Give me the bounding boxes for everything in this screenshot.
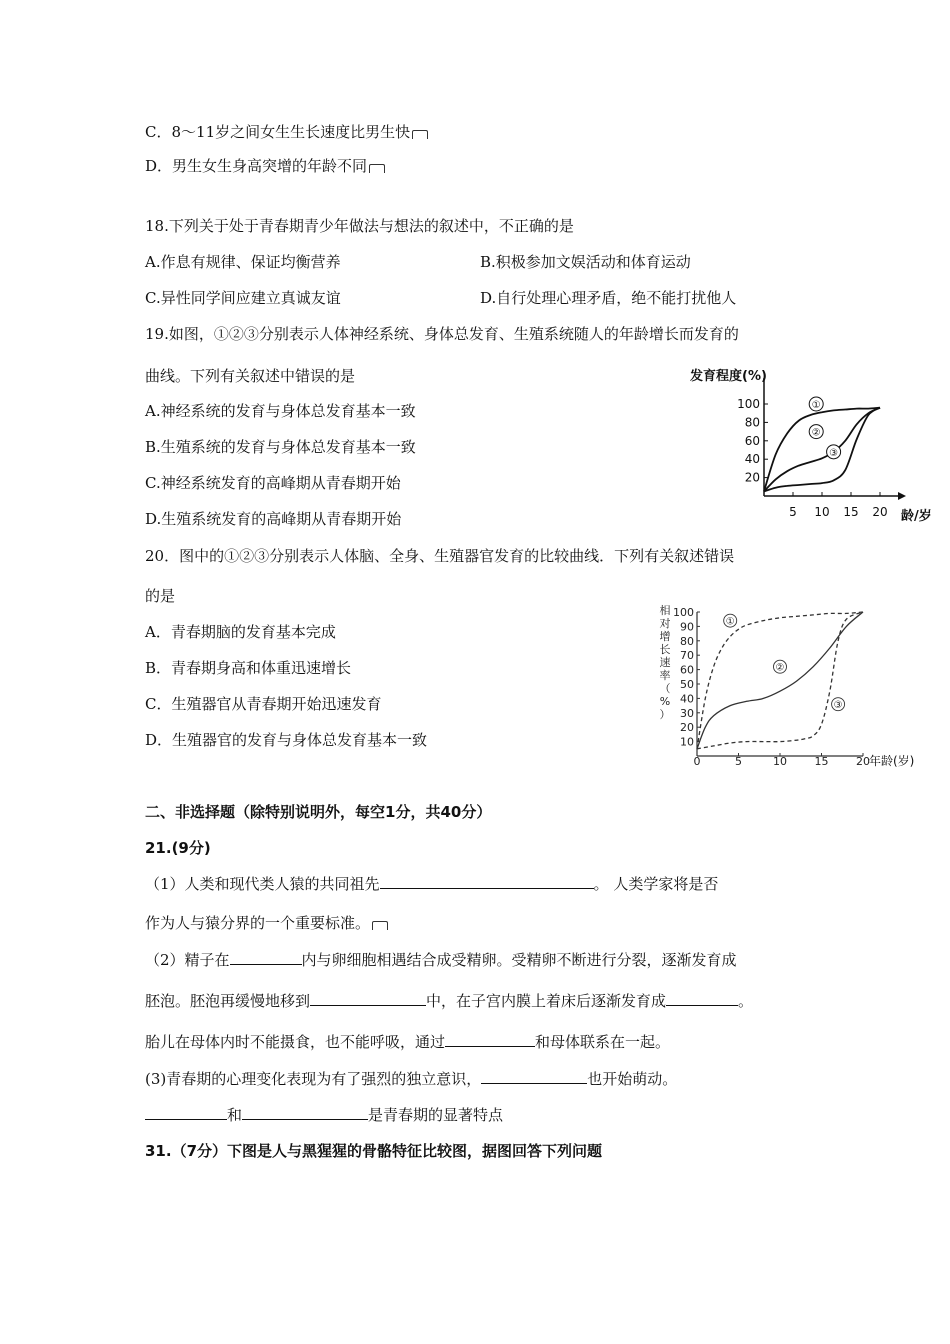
- chart2-x-tick-label: 20: [856, 755, 870, 768]
- q21-p2-text-e: 。: [738, 992, 754, 1010]
- chart2-y-tick-label: 60: [680, 663, 694, 677]
- chart2-y-tick-label: 90: [680, 620, 694, 634]
- q21-p3-text-a: (3)青春期的心理变化表现为有了强烈的独立意识，: [145, 1070, 482, 1088]
- q17-option-c: [145, 122, 428, 142]
- development-chart-1: [688, 360, 938, 530]
- chart1-y-tick-label: 20: [744, 470, 760, 485]
- answer-blank-3[interactable]: [310, 991, 426, 1006]
- q21-p2-text-g: 和母体联系在一起。: [535, 1033, 671, 1051]
- development-chart-2: [655, 596, 935, 776]
- chart2-y-tick-label: 40: [680, 692, 694, 706]
- chart2-y-tick-label: 70: [680, 649, 694, 663]
- q20-stem-line2: 的是: [145, 587, 176, 605]
- chart2-y-axis-label: [660, 603, 671, 721]
- q21-p2-text-f: 胎儿在母体内时不能摄食，也不能呼吸，通过: [145, 1033, 446, 1051]
- q19-option-c: C.神经系统发育的高峰期从青春期开始: [145, 474, 401, 492]
- answer-blank-2[interactable]: [230, 950, 302, 965]
- edit-mark-icon: [369, 164, 385, 173]
- q18-option-d: D.自行处理心理矛盾，绝不能打扰他人: [480, 289, 737, 307]
- chart2-y-label-char: ）: [659, 708, 671, 721]
- chart2-y-label-char: 率: [659, 669, 671, 682]
- chart1-x-axis-arrow: [898, 492, 906, 500]
- q19-stem-line1: 19.如图，①②③分别表示人体神经系统、身体总发育、生殖系统随人的年龄增长而发育的: [145, 325, 739, 343]
- q20-option-d: D．生殖器官的发育与身体总发育基本一致: [145, 731, 428, 749]
- q21-part2-line1: [145, 950, 737, 970]
- q21-p3-text-d: 是青春期的显著特点: [368, 1106, 504, 1124]
- chart2-series-line: [697, 612, 863, 749]
- chart2-y-tick-label: 80: [680, 634, 694, 648]
- answer-blank-7[interactable]: [145, 1105, 227, 1120]
- answer-blank-8[interactable]: [242, 1105, 368, 1120]
- q20-option-b: B．青春期身高和体重迅速增长: [145, 659, 352, 677]
- q20-option-a: A．青春期脑的发育基本完成: [145, 623, 336, 641]
- chart2-x-tick-label: 0: [693, 755, 701, 768]
- q20-stem-line1: 20．图中的①②③分别表示人体脑、全身、生殖器官发育的比较曲线．下列有关叙述错误: [145, 547, 735, 565]
- answer-blank-1[interactable]: [380, 874, 594, 889]
- q17-option-c-text: C．8～11岁之间女生生长速度比男生快: [145, 123, 411, 141]
- q21-p2-text-a: （2）精子在: [145, 951, 230, 969]
- q18-stem: 18.下列关于处于青春期青少年做法与想法的叙述中，不正确的是: [145, 217, 574, 235]
- chart2-series-line: [697, 612, 863, 749]
- q21-p1-text-b: 。 人类学家将是否: [593, 875, 719, 893]
- chart2-x-tick-label: 5: [735, 755, 742, 768]
- chart2-x-tick-label: 10: [773, 755, 787, 768]
- chart1-series-label: ①: [811, 400, 821, 411]
- q21-part2-line2: [145, 991, 753, 1011]
- chart2-y-label-char: （: [659, 682, 671, 695]
- chart1-y-axis-label: 发育程度(%): [690, 369, 767, 384]
- chart2-y-tick-label: 100: [673, 606, 694, 619]
- chart1-series-label: ③: [829, 447, 839, 459]
- q21-p3-text-b: 也开始萌动。: [587, 1070, 678, 1088]
- q18-option-b: B.积极参加文娱活动和体育运动: [480, 253, 691, 271]
- chart1-y-tick-label: 100: [737, 397, 760, 411]
- chart2-y-label-char: %: [659, 695, 671, 708]
- q19-option-a: A.神经系统的发育与身体总发育基本一致: [145, 402, 416, 420]
- section2-title: 二、非选择题（除特别说明外，每空1分，共40分）: [145, 803, 492, 821]
- q21-p2-text-c: 胚泡。胚泡再缓慢地移到: [145, 992, 311, 1010]
- q21-part3-line1: [145, 1069, 677, 1089]
- q21-p2-text-d: 中，在子宫内膜上着床后逐渐发育成: [426, 992, 667, 1010]
- chart1-x-axis-label: 龄/岁: [901, 509, 932, 524]
- q21-heading: 21.(9分): [145, 839, 211, 857]
- q21-p1-text-c: 作为人与猿分界的一个重要标准。: [145, 914, 371, 932]
- chart2-y-tick-label: 30: [680, 706, 694, 720]
- q21-part1-line2: [145, 913, 388, 933]
- q18-option-c: C.异性同学间应建立真诚友谊: [145, 289, 341, 307]
- chart1-y-tick-label: 40: [744, 452, 760, 467]
- chart1-x-tick-label: 15: [843, 505, 859, 519]
- answer-blank-6[interactable]: [481, 1069, 587, 1084]
- chart1-y-tick-label: 80: [744, 415, 760, 430]
- chart2-y-label-char: 对: [659, 617, 671, 630]
- chart2-y-label-char: 长: [659, 643, 671, 656]
- q21-part1-line1: [145, 874, 718, 894]
- chart1-x-tick-label: 5: [789, 505, 797, 519]
- q19-option-d: D.生殖系统发育的高峰期从青春期开始: [145, 510, 402, 528]
- q17-option-d-text: D．男生女生身高突增的年龄不同: [145, 157, 368, 175]
- answer-blank-4[interactable]: [666, 991, 738, 1006]
- chart2-y-tick-label: 10: [680, 735, 694, 749]
- chart1-y-tick-label: 60: [744, 433, 760, 448]
- chart2-x-tick-label: 15: [814, 755, 829, 768]
- q21-part3-line2: [145, 1105, 503, 1125]
- chart2-y-tick-label: 20: [680, 721, 694, 735]
- chart2-series-line: [697, 612, 863, 749]
- q19-stem-line2: 曲线。下列有关叙述中错误的是: [145, 367, 356, 385]
- chart1-series-line: [764, 408, 880, 492]
- chart2-y-label-char: 速: [659, 656, 671, 669]
- chart1-series-line: [764, 408, 880, 492]
- chart2-y-tick-label: 50: [680, 678, 694, 691]
- chart1-series-line: [764, 408, 880, 492]
- chart2-y-label-char: 增: [659, 630, 671, 643]
- q21-p1-text-a: （1）人类和现代类人猿的共同祖先: [145, 875, 380, 893]
- q19-option-b: B.生殖系统的发育与身体总发育基本一致: [145, 438, 416, 456]
- q17-option-d: [145, 156, 385, 176]
- q21-p3-text-c: 和: [227, 1106, 243, 1124]
- chart1-x-tick-label: 10: [814, 505, 830, 519]
- chart2-series-label: ②: [775, 662, 785, 674]
- chart1-x-tick-label: 20: [872, 505, 888, 519]
- edit-mark-icon: [412, 130, 428, 139]
- q21-p2-text-b: 内与卵细胞相遇结合成受精卵。受精卵不断进行分裂，逐渐发育成: [301, 951, 737, 969]
- chart1-series-label: ②: [811, 427, 821, 439]
- chart2-y-label-char: 相: [659, 604, 671, 617]
- chart2-x-axis-label: 年龄(岁): [869, 754, 915, 768]
- q20-option-c: C．生殖器官从青春期开始迅速发育: [145, 695, 382, 713]
- q18-option-a: A.作息有规律、保证均衡营养: [145, 253, 341, 271]
- chart2-series-label: ③: [833, 700, 843, 712]
- answer-blank-5[interactable]: [445, 1032, 535, 1047]
- edit-mark-icon: [372, 921, 388, 930]
- q31-heading: 31.（7分）下图是人与黑猩猩的骨骼特征比较图，据图回答下列问题: [145, 1142, 603, 1160]
- q21-part2-line3: [145, 1032, 670, 1052]
- chart2-series-label: ①: [725, 616, 735, 628]
